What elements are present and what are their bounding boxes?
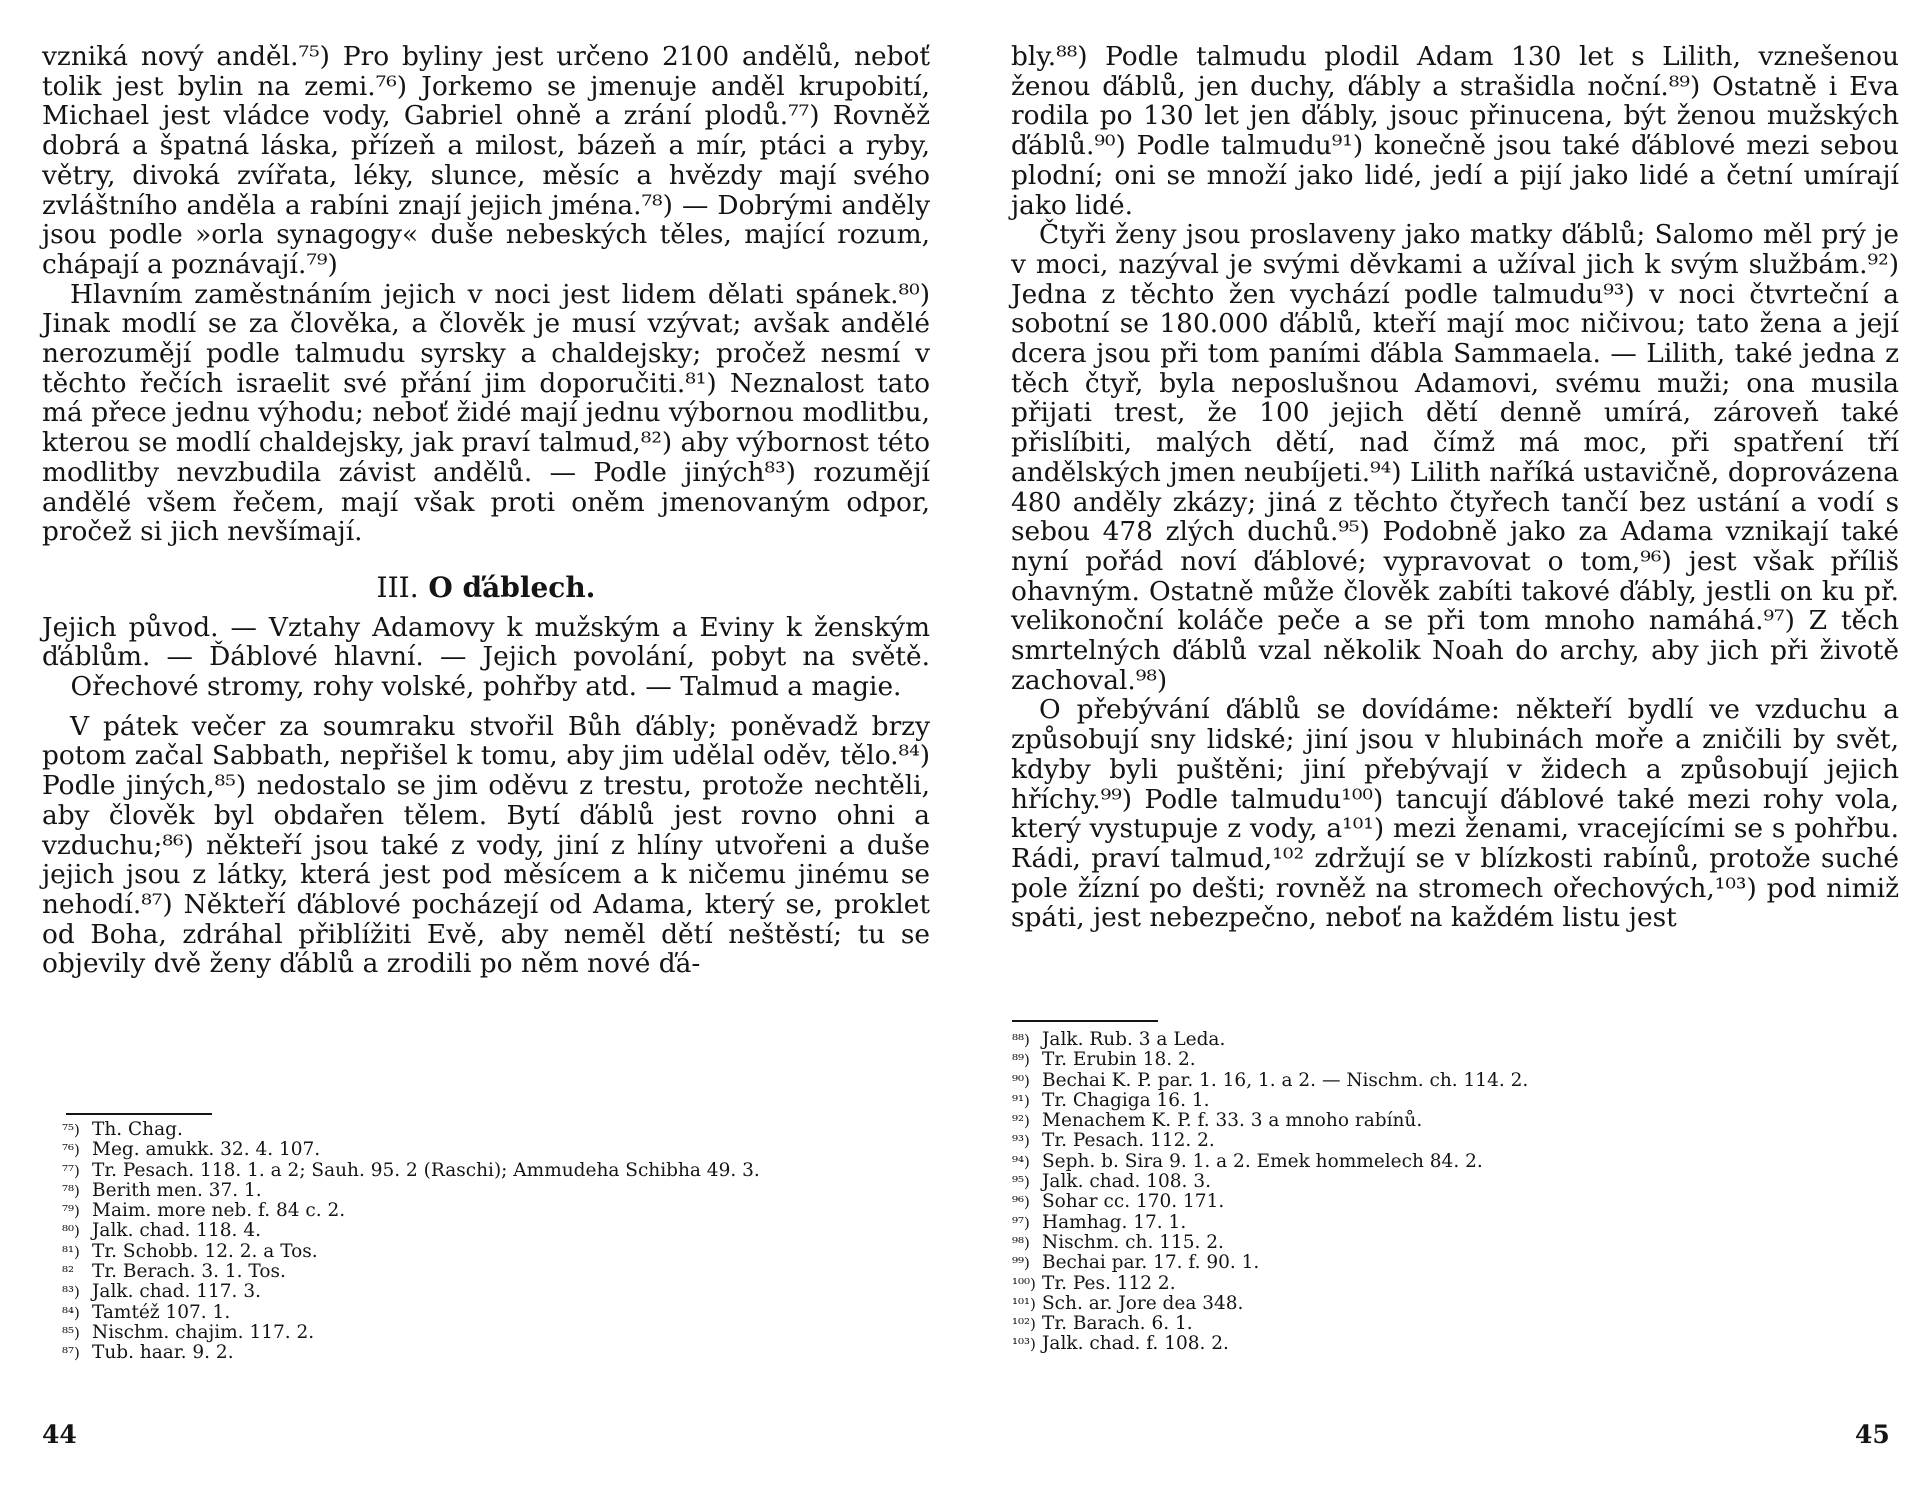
footnote-mark: ⁸³) bbox=[62, 1283, 80, 1302]
footnote-mark: ⁸⁵) bbox=[62, 1323, 80, 1342]
right-body bbox=[1011, 42, 1899, 933]
section-title: O ďáblech. bbox=[428, 570, 596, 604]
footnote-text: Jalk. Rub. 3 a Leda. bbox=[1042, 1029, 1226, 1050]
footnote-mark: ¹⁰³) bbox=[1012, 1335, 1036, 1354]
footnote bbox=[62, 1262, 760, 1282]
footnote bbox=[1012, 1253, 1528, 1273]
footnote-text: Berith men. 37. 1. bbox=[92, 1179, 262, 1201]
footnote bbox=[62, 1181, 760, 1201]
footnote-text: Jalk. chad. f. 108. 2. bbox=[1042, 1333, 1229, 1355]
footnote bbox=[62, 1303, 760, 1323]
footnote-mark: ⁹³) bbox=[1012, 1132, 1030, 1151]
footnote-mark: ¹⁰²) bbox=[1012, 1315, 1036, 1334]
footnote-text: Bechai par. 17. f. 90. 1. bbox=[1042, 1252, 1260, 1274]
footnote-mark: ⁷⁶) bbox=[62, 1141, 80, 1160]
footnote-mark: ⁸¹) bbox=[62, 1242, 80, 1261]
footnote-mark: ⁹⁸) bbox=[1012, 1233, 1030, 1252]
footnote bbox=[1012, 1274, 1528, 1294]
footnote bbox=[62, 1221, 760, 1241]
footnote bbox=[62, 1282, 760, 1302]
footnote-text: Tr. Pesach. 118. 1. a 2; Sauh. 95. 2 (Raschi); Ammudeha Schibha 49. 3. bbox=[92, 1159, 760, 1181]
footnote-mark: ⁸⁸) bbox=[1012, 1031, 1030, 1049]
footnote-text: Tamtéž 107. 1. bbox=[92, 1301, 231, 1323]
footnote bbox=[62, 1343, 760, 1363]
footnote-text: Nischm. chajim. 117. 2. bbox=[92, 1321, 315, 1343]
footnote bbox=[62, 1140, 760, 1160]
footnote-text: Tub. haar. 9. 2. bbox=[92, 1342, 234, 1364]
footnote bbox=[1012, 1050, 1528, 1070]
footnote bbox=[1012, 1030, 1528, 1050]
footnote-list bbox=[1012, 1030, 1528, 1355]
footnote-mark: ⁹⁵) bbox=[1012, 1173, 1030, 1192]
footnote bbox=[1012, 1233, 1528, 1253]
footnote-text: Th. Chag. bbox=[92, 1119, 183, 1140]
section-number: III. bbox=[376, 570, 419, 604]
footnote-mark: ⁷⁷) bbox=[62, 1161, 80, 1180]
footnote-mark: ¹⁰¹) bbox=[1012, 1294, 1036, 1313]
footnote-text: Tr. Berach. 3. 1. Tos. bbox=[92, 1261, 286, 1283]
paragraph: Čtyři ženy jsou proslaveny jako matky ďáblů; Salomo měl prý je v moci, nazýval je svými děvkami a užíval jich k svým službám.⁹²) Jedna z těchto žen vychází podle talmudu⁹³) v noci čtvrteční a sobotní se 180.000 ďáblů, kteří mají moc ničivou; tato žena a její dcera jsou při tom paními ďábla Sammaela. — Lilith, také jedna z těch čtyř, byla neposlušnou Adamovi, svému muži; ona musila přijati trest, že 100 jejich dětí denně umírá, zároveň také přislíbiti, malých dětí, nad čímž má moc, při spatření tří andělských jmen neubíjeti.⁹⁴) Lilith naříká ustavičně, doprovázena 480 anděly zkázy; jiná z těchto čtyřech tančí bez ustání a vodí s sebou 478 zlých duchů.⁹⁵) Podobně jako za Adama vznikají také nyní pořád noví ďáblové; vypravovat o tom,⁹⁶) jest však příliš ohavným. Ostatně může člověk zabíti takové ďábly, jestli on ku př. velikonoční koláče peče a se při tom mnoho namáhá.⁹⁷) Z těch smrtelných ďáblů vzal několik Noah do archy, aby jich při životě zachoval.⁹⁸) bbox=[1011, 219, 1899, 696]
footnote-mark: ¹⁰⁰) bbox=[1012, 1274, 1036, 1293]
footnote-mark: ⁹²) bbox=[1012, 1112, 1030, 1131]
footnote bbox=[1012, 1192, 1528, 1212]
footnote bbox=[1012, 1111, 1528, 1131]
footnote-mark: ⁷⁸) bbox=[62, 1181, 80, 1200]
footnote-mark: ⁸² bbox=[62, 1263, 75, 1282]
footnote-text: Tr. Chagiga 16. 1. bbox=[1042, 1089, 1210, 1111]
footnote-mark: ⁹⁴) bbox=[1012, 1152, 1030, 1171]
footnote-mark: ⁷⁹) bbox=[62, 1202, 80, 1221]
footnote-mark: ⁷⁵) bbox=[62, 1121, 80, 1139]
footnote-separator bbox=[1012, 1020, 1158, 1022]
paragraph: vzniká nový anděl.⁷⁵) Pro byliny jest určeno 2100 andělů, neboť tolik jest bylin na zemi.⁷⁶) Jorkemo se jmenuje anděl krupobití, Michael jest vládce vody, Gabriel ohně a zrání plodů.⁷⁷) Rovněž dobrá a špatná láska, přízeň a milost, bázeň a mír, ptáci a ryby, větry, divoká zvířata, léky, slunce, měsíc a hvězdy mají svého zvláštního anděla a rabíni znají jejich jména.⁷⁸) — Dobrými anděly jsou podle »orla synagogy« duše nebeských těles, mající rozum, chápají a poznávají.⁷⁹) bbox=[42, 41, 930, 280]
footnote-text: Bechai K. P. par. 1. 16, 1. a 2. — Nischm. ch. 114. 2. bbox=[1042, 1069, 1529, 1091]
footnote bbox=[62, 1161, 760, 1181]
footnote bbox=[1012, 1213, 1528, 1233]
section-summary-text: Jejich původ. — Vztahy Adamovy k mužským a Eviny k ženským ďáblům. — Ďáblové hlavní. — Jejich povolání, pobyt na světě. Ořechové stromy, rohy volské, pohřby atd. — Talmud a magie. bbox=[42, 611, 930, 703]
footnote-text: Nischm. ch. 115. 2. bbox=[1042, 1231, 1224, 1253]
footnote bbox=[1012, 1294, 1528, 1314]
footnote-text: Jalk. chad. 117. 3. bbox=[92, 1281, 261, 1303]
paragraph: O přebývání ďáblů se dovídáme: někteří bydlí ve vzduchu a způsobují sny lidské; jiní jsou v hlubinách moře a zničili by svět, kdyby byli puštěni; jiní přebývají v židech a způsobují jejich hříchy.⁹⁹) Podle talmudu¹⁰⁰) tancují ďáblové také mezi rohy vola, který vystupuje z vody, a¹⁰¹) mezi ženami, vracejícími se s pohřbu. Rádi, praví talmud,¹⁰² zdržují se v blízkosti rabínů, protože suché pole žízní po dešti; rovněž na stromech ořechových,¹⁰³) pod nimiž spáti, jest nebezpečno, neboť na každém listu jest bbox=[1011, 694, 1899, 934]
footnote bbox=[62, 1323, 760, 1343]
footnote bbox=[62, 1242, 760, 1262]
footnote-mark: ⁹⁹) bbox=[1012, 1254, 1030, 1273]
footnote bbox=[1012, 1334, 1528, 1354]
footnote bbox=[62, 1201, 760, 1221]
footnote-mark: ⁸⁹) bbox=[1012, 1051, 1030, 1070]
footnote-list bbox=[62, 1120, 760, 1364]
footnote-text: Tr. Pes. 112 2. bbox=[1042, 1272, 1176, 1294]
footnote-text: Tr. Schobb. 12. 2. a Tos. bbox=[92, 1240, 318, 1262]
footnote bbox=[1012, 1172, 1528, 1192]
footnote-text: Jalk. chad. 108. 3. bbox=[1042, 1171, 1211, 1193]
footnote-text: Maim. more neb. f. 84 c. 2. bbox=[92, 1200, 346, 1222]
footnote bbox=[1012, 1314, 1528, 1334]
footnote-text: Meg. amukk. 32. 4. 107. bbox=[92, 1139, 321, 1161]
paragraph: V pátek večer za soumraku stvořil Bůh ďábly; poněvadž brzy potom začal Sabbath, nepřišel k tomu, aby jim udělal oděv, tělo.⁸⁴) Podle jiných,⁸⁵) nedostalo se jim oděvu z trestu, protože nechtěli, aby člověk byl obdařen tělem. Bytí ďáblů jest rovno ohni a vzduchu;⁸⁶) někteří jsou také z vody, jiní z hlíny utvořeni a duše jejich jsou z látky, která jest pod měsícem a k ničemu jinému se nehodí.⁸⁷) Někteří ďáblové pocházejí od Adama, který se, proklet od Boha, zdráhal přiblížiti Evě, aby neměl dětí neštěstí; tu se objevily dvě ženy ďáblů a zrodili po něm nové ďá- bbox=[42, 710, 930, 980]
footnote-text: Seph. b. Sira 9. 1. a 2. Emek hommelech 84. 2. bbox=[1042, 1150, 1483, 1172]
footnote-text: Sohar cc. 170. 171. bbox=[1042, 1191, 1225, 1213]
footnote bbox=[1012, 1152, 1528, 1172]
footnote-mark: ⁸⁰) bbox=[62, 1222, 80, 1241]
footnote-text: Tr. Erubin 18. 2. bbox=[1042, 1049, 1196, 1071]
footnote-mark: ⁹⁶) bbox=[1012, 1193, 1030, 1212]
footnote-text: Hamhag. 17. 1. bbox=[1042, 1211, 1187, 1233]
footnote-mark: ⁹⁷) bbox=[1012, 1213, 1030, 1232]
footnote-mark: ⁸⁴) bbox=[62, 1303, 80, 1322]
page-number: 45 bbox=[1855, 1420, 1890, 1449]
paragraph: bly.⁸⁸) Podle talmudu plodil Adam 130 let s Lilith, vznešenou ženou ďáblů, jen duchy, ďábly a strašidla noční.⁸⁹) Ostatně i Eva rodila po 130 let jen ďábly, jsouc přinucena, být ženou mužských ďáblů.⁹⁰) Podle talmudu⁹¹) konečně jsou také ďáblové mezi sebou plodní; oni se množí jako lidé, jedí a pijí jako lidé a četní umírají jako lidé. bbox=[1011, 41, 1899, 221]
footnote-text: Menachem K. P. f. 33. 3 a mnoho rabínů. bbox=[1042, 1110, 1423, 1132]
section-summary bbox=[42, 613, 930, 702]
footnote-mark: ⁸⁷) bbox=[62, 1344, 80, 1363]
footnote-text: Sch. ar. Jore dea 348. bbox=[1042, 1292, 1244, 1314]
section-heading bbox=[42, 570, 930, 604]
paragraph: Hlavním zaměstnáním jejich v noci jest lidem dělati spánek.⁸⁰) Jinak modlí se za člověka, a člověk je musí vzývat; avšak andělé nerozumějí podle talmudu syrsky a chaldejsky; pročež nesmí v těchto řečích israelit své přání jim doporučiti.⁸¹) Neznalost tato má přece jednu výhodu; neboť židé mají jednu výbornou modlitbu, kterou se modlí chaldejsky, jak praví talmud,⁸²) aby výbornost této modlitby nevzbudila závist andělů. — Podle jiných⁸³) rozumějí andělé všem řečem, mají však proti oněm jmenovaným odpor, pročež si jich nevšímají. bbox=[42, 278, 930, 548]
footnote-mark: ⁹¹) bbox=[1012, 1091, 1030, 1110]
footnote bbox=[1012, 1071, 1528, 1091]
footnote-separator bbox=[66, 1113, 212, 1115]
footnote-mark: ⁹⁰) bbox=[1012, 1071, 1030, 1090]
footnote-text: Jalk. chad. 118. 4. bbox=[92, 1220, 261, 1242]
footnote bbox=[62, 1120, 760, 1140]
footnote bbox=[1012, 1091, 1528, 1111]
page-number: 44 bbox=[42, 1420, 77, 1449]
footnote-text: Tr. Barach. 6. 1. bbox=[1042, 1313, 1193, 1335]
footnote-text: Tr. Pesach. 112. 2. bbox=[1042, 1130, 1215, 1152]
left-body bbox=[42, 42, 930, 979]
footnote bbox=[1012, 1131, 1528, 1151]
